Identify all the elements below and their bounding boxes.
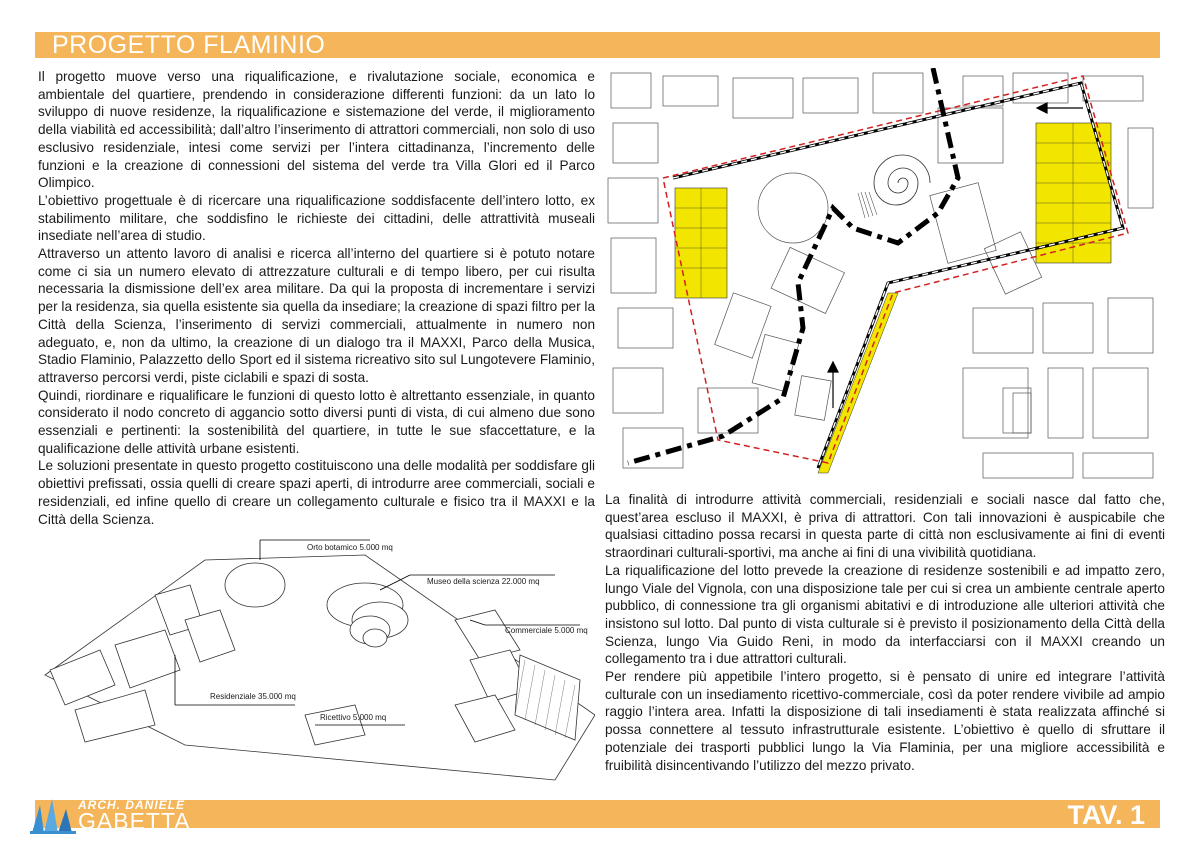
paragraph: La riqualificazione del lotto prevede la creazione di residenze sostenibili e ad impatto zero, lungo Viale del Vignola, con una disposizione tale per cui si crea un ambiente centrale aperto pubblico, di connessione tra gli organismi abitativi e di introduzione alle ulteriori attività che insistono sul lotto. Dal punto di vista culturale si è previsto il posizionamento della Città della Scienza, lungo Via Guido Reni, in modo da interfacciarsi con il MAXXI creando un collegamento tra i due attrattori culturali.: [605, 562, 1165, 667]
orto-label: Orto botamico 5.000 mq: [307, 543, 393, 552]
residenziale-label: Residenziale 35.000 mq: [210, 692, 296, 701]
commerciale-label: Commerciale 5.000 mq: [505, 626, 588, 635]
logo-name-line2: GABETTA: [78, 808, 191, 834]
page-number-label: TAV. 1: [1067, 800, 1145, 830]
paragraph: Il progetto muove verso una riqualificazione, e rivalutazione sociale, economica e ambientale del quartiere, prendendo in considerazione differenti funzioni: da un lato lo sviluppo di nuove residenze, la riqualificazione e sistemazione del verde, il miglioramento della viabilità ed accessibilità; dall’altro l’inserimento di attrattori commerciali, non solo di uso esclusivo residenziale, intesi come servizi per l’intera cittadinanza, l’incremento delle funzioni e la creazione di connessioni del sistema del verde tra Villa Glori ed il Parco Olimpico.: [38, 69, 595, 191]
museo-label: Museo della scienza 22.000 mq: [427, 577, 540, 586]
paragraph: Per rendere più appetibile l’intero progetto, si è pensato di unire ed integrare l’attività culturale con un insediamento ricettivo-commerciale, così da poter rendere vivibile ad ampio raggio l’intera area. Infatti la disposizione di tali insediamenti è stata realizzata affinché si possa connettere al tessuto infrastrutturale esistente. L’obiettivo è quello di sfruttare il potenziale dei trasporti pubblici lungo la Via Flaminia, per una migliore accessibilità e fruibilità disincentivando l’utilizzo del mezzo privato.: [605, 669, 1165, 773]
left-text-column: [38, 68, 595, 528]
right-text-column: [605, 491, 1165, 774]
paragraph: Attraverso un attento lavoro di analisi e ricerca all’interno del quartiere si è potuto notare come ci sia un numero elevato di attrezzature culturali e di tempo libero, per cui risulta necessaria la dismissione dell’ex area militare. Da qui la proposta di incrementare i servizi per la residenza, sia quella esistente sia quella da insediare; la creazione di spazi filtro per la Città della Scienza, l’inserimento di servizi commerciali, attualmente in numero non adeguato, e, non da ultimo, la creazione di un dialogo tra il MAXXI, Parco della Musica, Stadio Flaminio, Palazzetto dello Sport ed il sistema ricreativo sito sul Lungotevere Flaminio, attraverso percorsi verdi, piste ciclabili e spazi di sosta.: [38, 246, 595, 385]
footer-band: [35, 800, 1160, 828]
logo-name-line1: ARCH. DANIELE: [78, 798, 186, 812]
site-plan-map: [603, 68, 1160, 483]
axonometric-diagram: [35, 530, 595, 790]
paragraph: L’obiettivo progettuale è di ricercare una riqualificazione soddisfacente dell’intero lotto, ex stabilimento militare, che soddisfino le richieste dei cittadini, delle attrattività museali insediate nell’area di studio.: [38, 192, 595, 244]
ricettivo-label: Ricettivo 5.000 mq: [320, 713, 387, 722]
paragraph: Quindi, riordinare e riqualificare le funzioni di questo lotto è altrettanto essenziale, in quanto considerato il nodo concreto di aggancio sotto diversi punti di vista, di cui almeno due sono essenziali e pertinenti: la sostenibilità del quartiere, in tutte le sue sfaccettature, e la qualificazione delle attività urbane esistenti.: [38, 387, 595, 456]
paragraph: Le soluzioni presentate in questo progetto costituiscono una delle modalità per soddisfare gli obiettivi prefissati, ossia quelli di creare spazi aperti, di introdurre aree commerciali, sociali e residenziali, ed infine quello di creare un collegamento culturale e fisico tra il MAXXI e la Città della Scienza.: [38, 458, 595, 527]
paragraph: La finalità di introdurre attività commerciali, residenziali e sociali nasce dal fatto che, quest’area escluso il MAXXI, è priva di attrattori. Con tali innovazioni è auspicabile che qualsiasi cittadino possa recarsi in questa parte di città non esclusivamente ai fini di eventi straordinari culturali-sportivi, ma anche ai fini di una vivibilità quotidiana.: [605, 492, 1165, 561]
page-title: PROGETTO FLAMINIO: [52, 31, 326, 59]
